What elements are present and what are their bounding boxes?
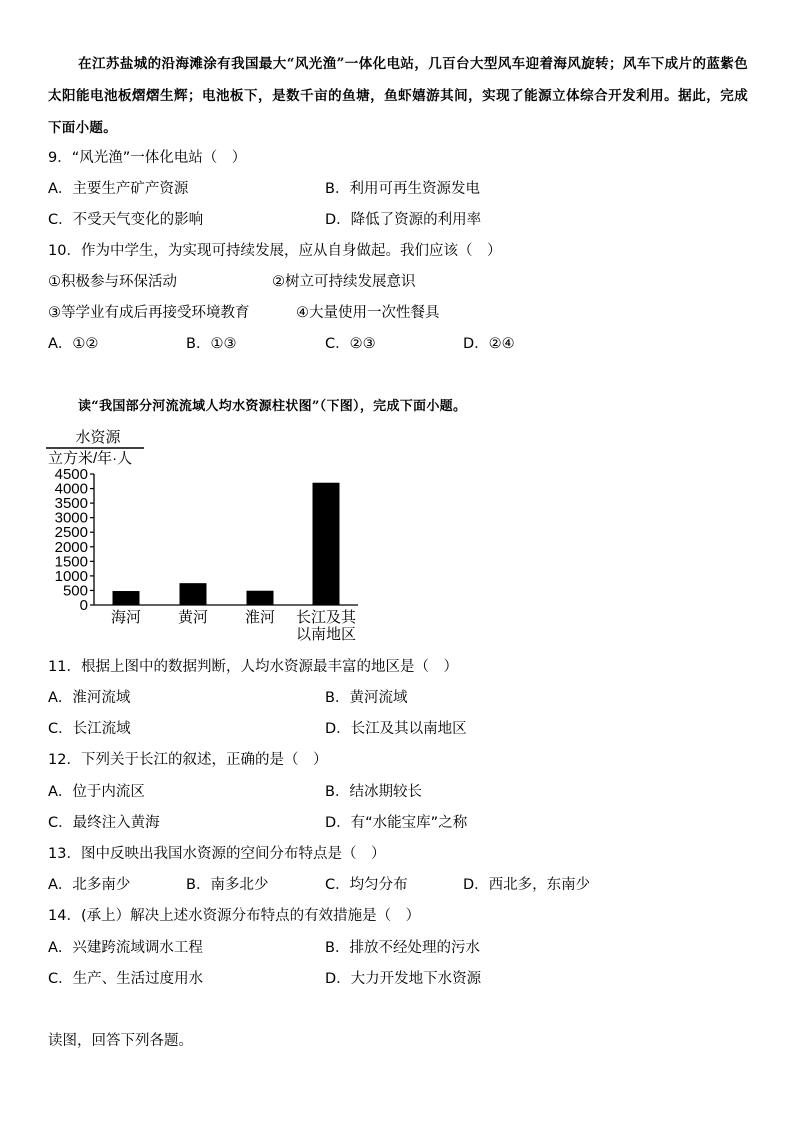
q10-stem: 10．作为中学生，为实现可持续发展，应从自身做起。我们应该（ ）: [48, 243, 502, 259]
y-tick-label: 2000: [54, 538, 88, 556]
q12-option-a[interactable]: A．位于内流区: [48, 784, 145, 800]
q9-option-c[interactable]: C．不受天气变化的影响: [48, 212, 204, 228]
y-tick-label: 1500: [54, 553, 88, 571]
q12-option-c[interactable]: C．最终注入黄海: [48, 815, 160, 831]
y-tick-label: 4500: [54, 466, 88, 483]
q10-option-d[interactable]: D．②④: [463, 336, 515, 352]
x-category-label: 海河: [110, 609, 142, 626]
q14-option-d[interactable]: D．大力开发地下水资源: [325, 971, 482, 987]
q12-option-b[interactable]: B．结冰期较长: [325, 784, 422, 800]
q10-statement-1: ①积极参与环保活动: [48, 274, 177, 290]
q9-option-a[interactable]: A．主要生产矿产资源: [48, 181, 189, 197]
q9-option-d[interactable]: D．降低了资源的利用率: [325, 212, 482, 228]
x-category-label: 黄河: [177, 609, 209, 626]
x-category-label: 长江及其: [295, 609, 357, 626]
q10-option-c[interactable]: C．②③: [325, 336, 376, 352]
q10-option-b[interactable]: B．①③: [186, 336, 237, 352]
y-axis-title-line2: 立方米/年·人: [48, 450, 133, 467]
y-tick-label: 3000: [54, 509, 88, 527]
y-axis-title-line1: 水资源: [75, 429, 121, 446]
x-category-label: 淮河: [244, 609, 276, 626]
y-tick-label: 4000: [54, 480, 88, 498]
closing-instruction: 读图，回答下列各题。: [48, 1033, 193, 1049]
q11-option-a[interactable]: A．淮河流域: [48, 690, 131, 706]
q13-option-a[interactable]: A．北多南少: [48, 877, 131, 893]
q10-option-a[interactable]: A．①②: [48, 336, 99, 352]
q14-stem: 14．(承上）解决上述水资源分布特点的有效措施是（ ）: [48, 908, 421, 924]
q14-option-b[interactable]: B．排放不经处理的污水: [325, 940, 480, 956]
y-tick-label: 0: [79, 597, 88, 614]
q11-stem: 11．根据上图中的数据判断，人均水资源最丰富的地区是（ ）: [48, 659, 458, 675]
q9-stem: 9．“风光渔”一体化电站（ ）: [48, 150, 247, 166]
q11-option-d[interactable]: D．长江及其以南地区: [325, 721, 467, 737]
q10-statement-2: ②树立可持续发展意识: [272, 274, 416, 290]
bar-2: [247, 591, 274, 605]
y-tick-label: 3500: [54, 495, 88, 513]
q12-option-d[interactable]: D．有“水能宝库”之称: [325, 815, 468, 831]
q11-option-c[interactable]: C．长江流域: [48, 721, 131, 737]
q13-stem: 13．图中反映出我国水资源的空间分布特点是（ ）: [48, 846, 386, 862]
q13-option-d[interactable]: D．西北多，东南少: [463, 877, 591, 893]
q12-stem: 12．下列关于长江的叙述，正确的是（ ）: [48, 752, 328, 768]
q14-option-c[interactable]: C．生产、生活过度用水: [48, 971, 204, 987]
bar-0: [113, 591, 140, 605]
q10-statement-4: ④大量使用一次性餐具: [296, 305, 440, 321]
y-tick-label: 500: [62, 582, 88, 600]
q9-option-b[interactable]: B．利用可再生资源发电: [325, 181, 480, 197]
q14-option-a[interactable]: A．兴建跨流域调水工程: [48, 940, 203, 956]
y-tick-label: 2500: [54, 524, 88, 542]
bar-1: [180, 583, 207, 605]
passage-wind-solar-fishery: 在江苏盐城的沿海滩涂有我国最大“风光渔”一体化电站，几百台大型风车迎着海风旋转；风车下成片的蓝紫色太阳能电池板熠熠生辉；电池板下，是数千亩的鱼塘，鱼虾嬉游其间，实现了能源立体综合开发利用。据此，完成下面小题。: [48, 56, 748, 136]
x-category-label: 以南地区: [295, 626, 357, 643]
q13-option-c[interactable]: C．均匀分布: [325, 877, 408, 893]
chart-intro: 读“我国部分河流流域人均水资源柱状图”（下图），完成下面小题。: [78, 399, 467, 414]
y-tick-label: 1000: [54, 567, 88, 585]
bar-3: [313, 483, 340, 605]
q11-option-b[interactable]: B．黄河流域: [325, 690, 408, 706]
q10-statement-3: ③等学业有成后再接受环境教育: [48, 305, 250, 321]
q13-option-b[interactable]: B．南多北少: [186, 877, 269, 893]
water-resources-bar-chart: [40, 420, 380, 650]
